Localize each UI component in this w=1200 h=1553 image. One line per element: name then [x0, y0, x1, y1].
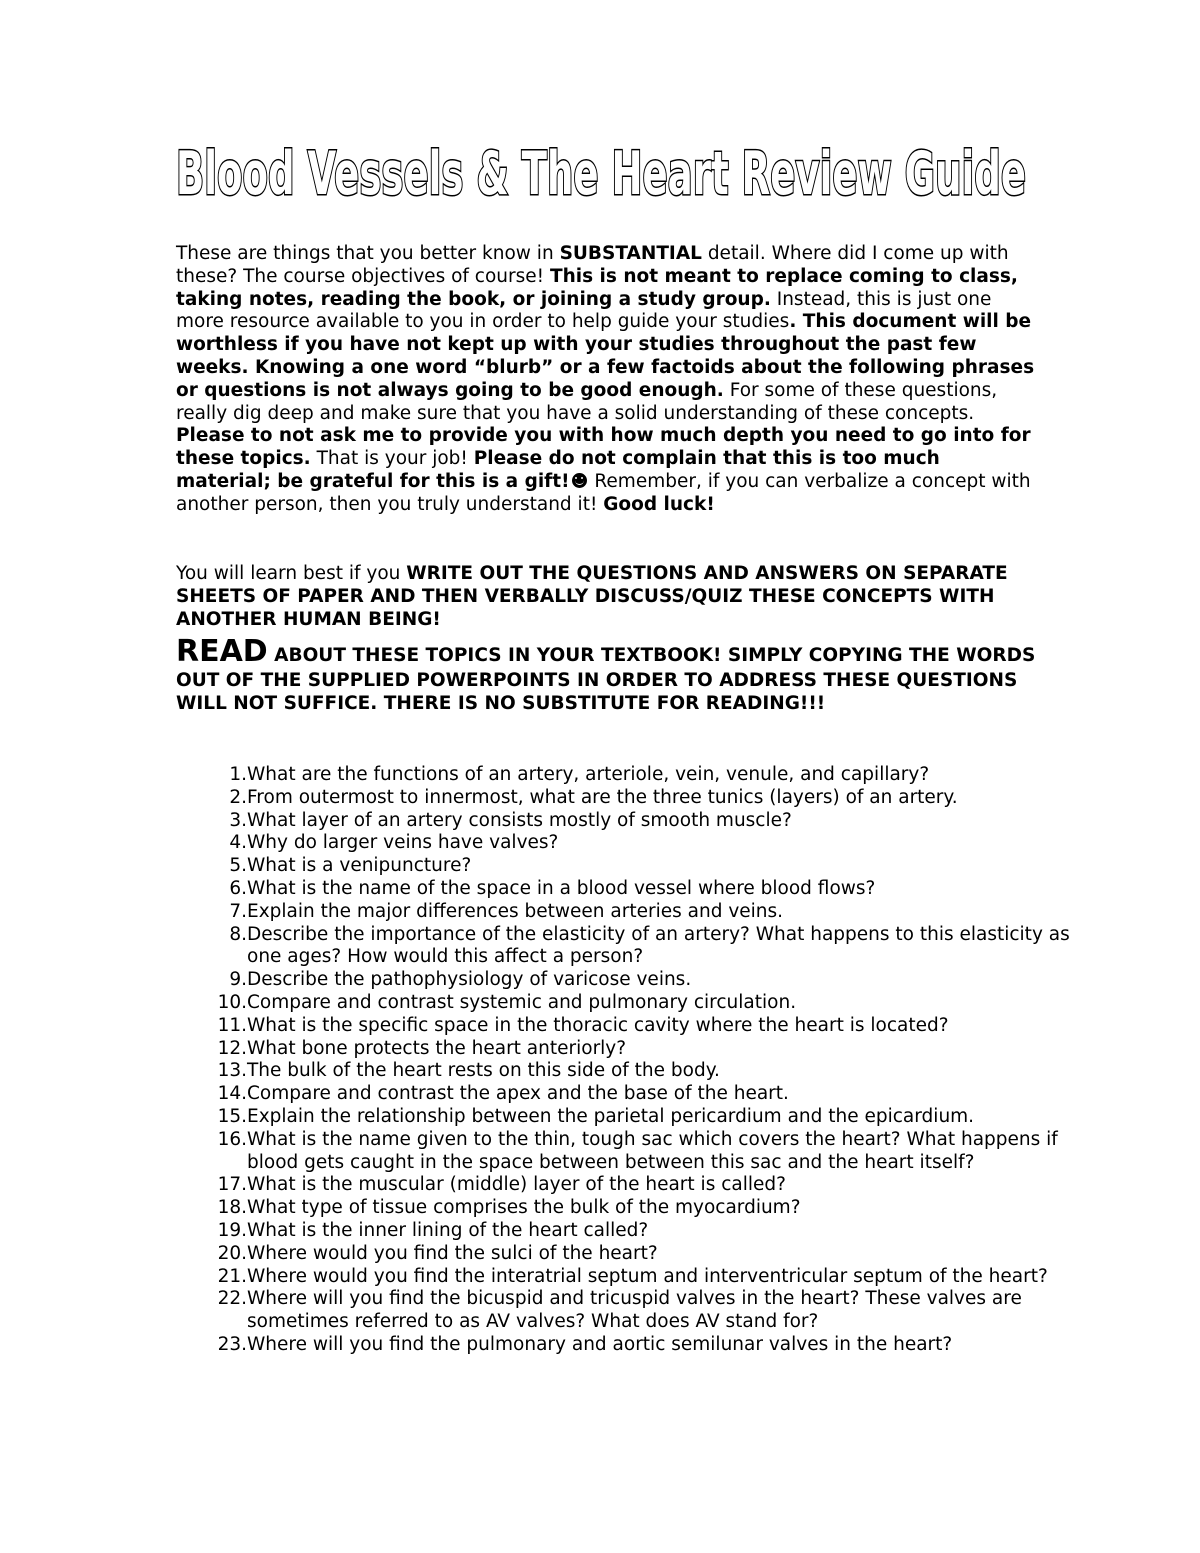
question-text: What is the name given to the thin, tough sac which covers the heart? What happens if blood gets caught in the space between between this sac and the heart itself?: [247, 1128, 1058, 1173]
question-item: [176, 1083, 1096, 1106]
question-item: [176, 1174, 1096, 1197]
question-item: [176, 764, 1096, 787]
question-item: [176, 810, 1096, 833]
question-text: Where will you find the pulmonary and aortic semilunar valves in the heart?: [247, 1333, 953, 1355]
learn-text-run: WRITE OUT THE QUESTIONS AND ANSWERS ON SEPARATE SHEETS OF PAPER AND THEN VERBALLY DISCUSS/QUIZ THESE CONCEPTS WITH ANOTHER HUMAN BEING!: [176, 563, 1008, 630]
question-item: [176, 1038, 1096, 1061]
question-list: [176, 764, 1096, 1357]
question-number: 7.: [229, 900, 247, 922]
question-text: Compare and contrast systemic and pulmonary circulation.: [247, 991, 797, 1013]
smiley-icon: [572, 473, 587, 488]
intro-text-run: SUBSTANTIAL: [559, 243, 702, 264]
intro-text-run: detail. Where did I come up with these? The course objectives of course!: [176, 243, 1009, 287]
question-item: [176, 855, 1096, 878]
question-number: 10.: [217, 991, 247, 1013]
question-item: [176, 1015, 1096, 1038]
intro-text-run: Instead, this is just one more resource available to you in order to help guide your studies: [176, 288, 992, 333]
question-number: 19.: [217, 1219, 247, 1241]
intro-text-run: . This document will be worthless if you have not kept up with your studies throughout the past few weeks. Knowing a one word “blurb” or a few factoids about the following phrases or questions is not always going to be good enough.: [176, 311, 1035, 401]
question-text: Describe the pathophysiology of varicose veins.: [247, 969, 692, 991]
question-number: 6.: [229, 877, 247, 899]
intro-text-run: These are things that you better know in: [176, 243, 560, 264]
question-number: 15.: [217, 1105, 247, 1127]
question-text: Compare and contrast the apex and the base of the heart.: [247, 1083, 789, 1105]
question-text: What is the muscular (middle) layer of the heart is called?: [247, 1174, 786, 1196]
question-number: 20.: [217, 1242, 247, 1264]
question-item: [176, 1129, 1096, 1175]
question-text: What type of tissue comprises the bulk of the myocardium?: [247, 1197, 801, 1219]
question-number: 18.: [217, 1197, 247, 1219]
question-number: 8.: [229, 923, 247, 945]
question-item: [176, 832, 1096, 855]
question-item: [176, 1060, 1096, 1083]
question-item: [176, 878, 1096, 901]
question-text: Where will you find the bicuspid and tricuspid valves in the heart? These valves are sometimes referred to as AV valves? What does AV stand for?: [247, 1288, 1022, 1333]
question-text: What is the specific space in the thoracic cavity where the heart is located?: [247, 1014, 949, 1036]
intro-text-run: This is not meant to replace coming to class, taking notes, reading the book, or joining a study group.: [176, 265, 1018, 310]
learn-text-run: You will learn best if you: [176, 563, 407, 584]
question-item: [176, 901, 1096, 924]
question-item: [176, 969, 1096, 992]
question-text: What is a venipuncture?: [247, 855, 472, 877]
question-item: [176, 787, 1096, 810]
question-text: Where would you find the interatrial septum and interventricular septum of the heart?: [247, 1265, 1048, 1287]
intro-text-run: Good luck!: [603, 493, 715, 515]
question-text: Why do larger veins have valves?: [247, 832, 559, 854]
question-number: 3.: [229, 809, 247, 831]
read-instruction: ABOUT THESE TOPICS IN YOUR TEXTBOOK! SIMPLY COPYING THE WORDS OUT OF THE SUPPLIED POWERPOINTS IN ORDER TO ADDRESS THESE QUESTIONS WILL NOT SUFFICE. THERE IS NO SUBSTITUTE FOR READING!!!: [176, 645, 1036, 714]
question-item: [176, 1220, 1096, 1243]
intro-text-run: For some of these questions, really dig deep and make sure that you have a solid understanding of these concepts.: [176, 379, 998, 424]
question-number: 1.: [229, 764, 247, 785]
question-number: 4.: [229, 832, 247, 854]
question-text: Describe the importance of the elasticity of an artery? What happens to this elasticity as one ages? How would this affect a person?: [247, 923, 1070, 968]
title-text: Blood Vessels & The Heart Review Guide: [176, 139, 1026, 206]
question-number: 21.: [217, 1265, 247, 1287]
intro-text-run: Please do not complain that this is too much material; be grateful for this is a gift!: [176, 448, 940, 492]
intro-text-run: That is your job!: [310, 448, 474, 470]
question-text: The bulk of the heart rests on this side of the body.: [247, 1060, 720, 1082]
question-number: 11.: [217, 1014, 247, 1036]
intro-paragraph: [176, 243, 1036, 517]
question-item: [176, 1197, 1096, 1220]
question-number: 23.: [217, 1333, 247, 1355]
question-text: From outermost to innermost, what are the three tunics (layers) of an artery.: [247, 786, 958, 808]
question-number: 17.: [217, 1174, 247, 1196]
learn-paragraph: [176, 563, 1036, 631]
read-heading-word: READ: [176, 634, 268, 669]
question-number: 14.: [217, 1083, 247, 1105]
question-item: [176, 1334, 1096, 1357]
question-number: 2.: [229, 786, 247, 808]
question-text: What are the functions of an artery, arteriole, vein, venule, and capillary?: [247, 764, 930, 785]
question-text: Explain the major differences between arteries and veins.: [247, 900, 784, 922]
question-item: [176, 1288, 1096, 1334]
question-item: [176, 924, 1096, 970]
question-text: What bone protects the heart anteriorly?: [247, 1037, 627, 1059]
question-item: [176, 1106, 1096, 1129]
question-text: What is the inner lining of the heart called?: [247, 1219, 649, 1241]
question-item: [176, 1266, 1096, 1289]
intro-text-run: Please to not ask me to provide you with how much depth you need to go into for these topics.: [176, 425, 1031, 470]
question-number: 5.: [229, 855, 247, 877]
read-paragraph: [176, 634, 1036, 716]
question-text: Where would you find the sulci of the heart?: [247, 1242, 658, 1264]
title-outline-text: [176, 136, 1036, 206]
question-item: [176, 992, 1096, 1015]
question-number: 12.: [217, 1037, 247, 1059]
question-number: 13.: [217, 1060, 247, 1082]
question-number: 16.: [217, 1128, 247, 1150]
question-text: What layer of an artery consists mostly of smooth muscle?: [247, 809, 792, 831]
question-item: [176, 1243, 1096, 1266]
question-text: What is the name of the space in a blood vessel where blood flows?: [247, 877, 876, 899]
question-text: Explain the relationship between the parietal pericardium and the epicardium.: [247, 1105, 975, 1127]
intro-text-run: Remember, if you can verbalize a concept with another person, then you truly understand it!: [176, 470, 1031, 515]
document-title: [176, 136, 1036, 206]
question-number: 22.: [217, 1288, 247, 1310]
question-number: 9.: [229, 969, 247, 991]
